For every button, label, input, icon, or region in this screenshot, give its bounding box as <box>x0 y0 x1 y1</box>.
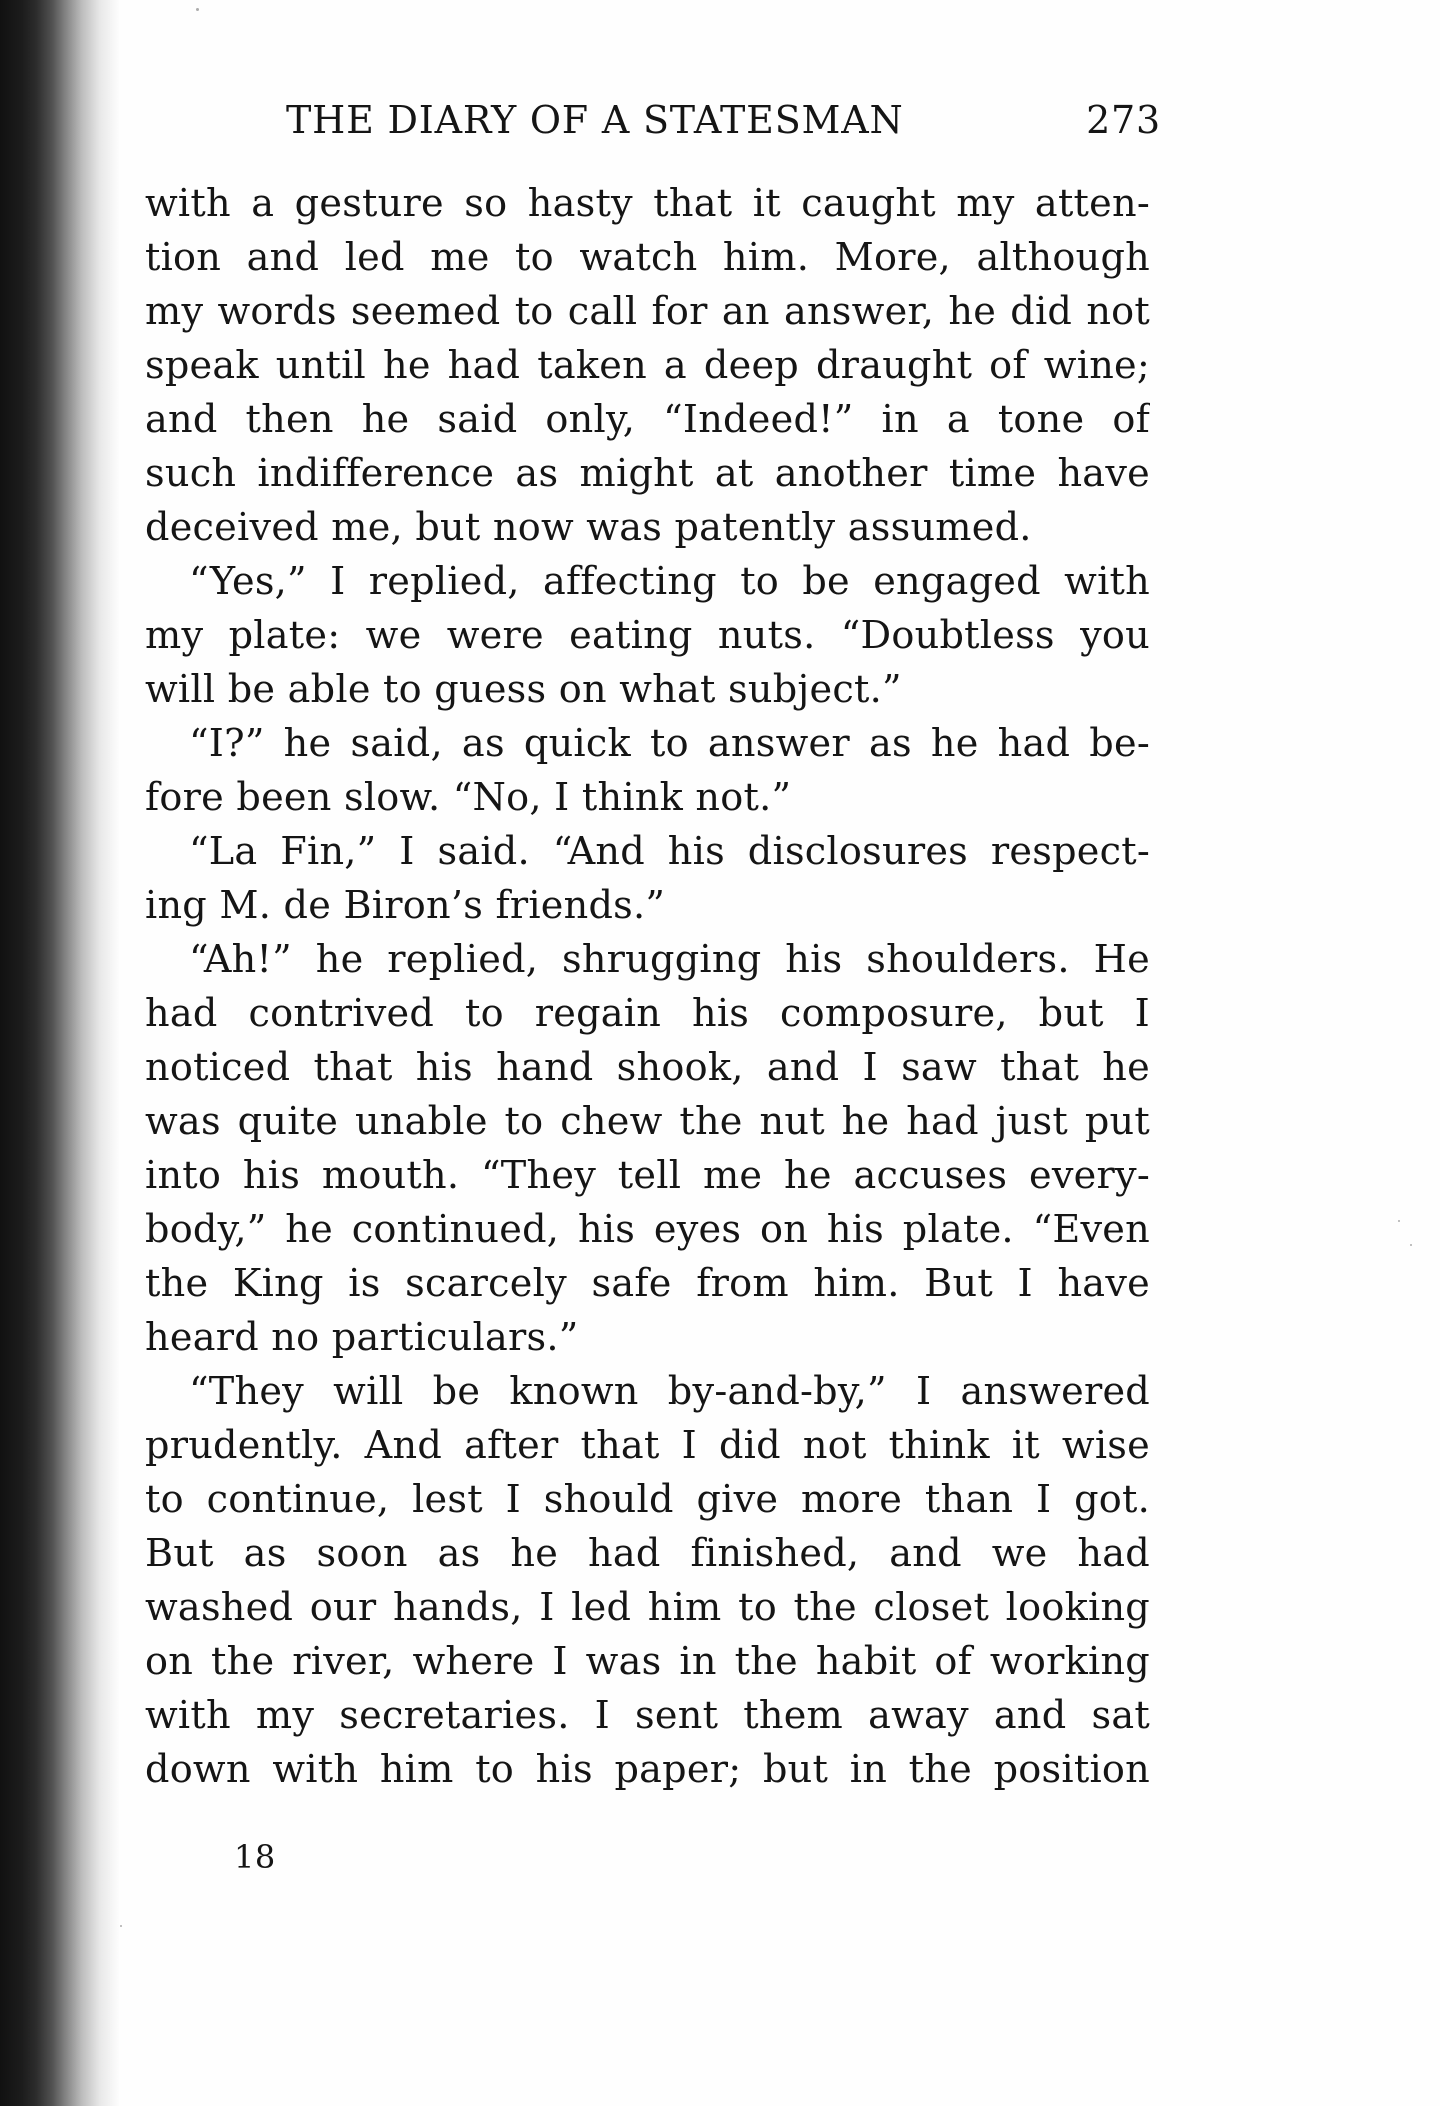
page-speck <box>120 1925 122 1927</box>
text-line: “Ah!” he replied, shrugging his shoulders. He <box>189 938 1150 982</box>
text-line: was quite unable to chew the nut he had just put <box>145 1100 1150 1144</box>
text-line: “La Fin,” I said. “And his disclosures respect- <box>189 830 1150 874</box>
text-line: But as soon as he had finished, and we had <box>145 1532 1150 1576</box>
text-line: deceived me, but now was patently assumed. <box>145 506 1032 550</box>
text-line: had contrived to regain his composure, but I <box>145 992 1150 1036</box>
signature-mark: 18 <box>234 1838 276 1876</box>
text-line: and then he said only, “Indeed!” in a tone of <box>145 398 1150 442</box>
text-line: into his mouth. “They tell me he accuses every- <box>145 1154 1150 1198</box>
text-line: speak until he had taken a deep draught of wine; <box>145 344 1150 388</box>
page-speck <box>1410 1244 1412 1246</box>
text-line: washed our hands, I led him to the closet looking <box>145 1586 1150 1630</box>
text-line: tion and led me to watch him. More, although <box>145 236 1150 280</box>
page-number: 273 <box>1086 98 1161 142</box>
text-line: noticed that his hand shook, and I saw that he <box>145 1046 1150 1090</box>
text-line: to continue, lest I should give more than I got. <box>145 1478 1150 1522</box>
text-line: will be able to guess on what subject.” <box>145 668 902 712</box>
text-line: down with him to his paper; but in the position <box>145 1748 1150 1792</box>
text-line: prudently. And after that I did not think it wise <box>145 1424 1150 1468</box>
text-line: body,” he continued, his eyes on his plate. “Even <box>145 1208 1150 1252</box>
running-head <box>286 94 1161 146</box>
text-line: on the river, where I was in the habit of working <box>145 1640 1150 1684</box>
book-binding-shadow <box>0 0 120 2106</box>
text-line: “I?” he said, as quick to answer as he had be- <box>189 722 1150 766</box>
text-line: such indifference as might at another time have <box>145 452 1150 496</box>
body-text <box>145 177 1150 1797</box>
running-title: THE DIARY OF A STATESMAN <box>286 98 904 142</box>
page-speck <box>1398 1220 1400 1222</box>
text-line: fore been slow. “No, I think not.” <box>145 776 792 820</box>
text-line: “Yes,” I replied, affecting to be engaged with <box>189 560 1150 604</box>
text-line: my words seemed to call for an answer, he did not <box>145 290 1150 334</box>
text-line: my plate: we were eating nuts. “Doubtless you <box>145 614 1150 658</box>
text-line: heard no particulars.” <box>145 1316 579 1360</box>
text-line: with a gesture so hasty that it caught my atten- <box>145 182 1150 226</box>
text-line: the King is scarcely safe from him. But I have <box>145 1262 1150 1306</box>
text-line: “They will be known by-and-by,” I answered <box>189 1370 1150 1414</box>
text-line: with my secretaries. I sent them away and sat <box>145 1694 1150 1738</box>
page-speck <box>196 8 199 11</box>
text-line: ing M. de Biron’s friends.” <box>145 884 666 928</box>
